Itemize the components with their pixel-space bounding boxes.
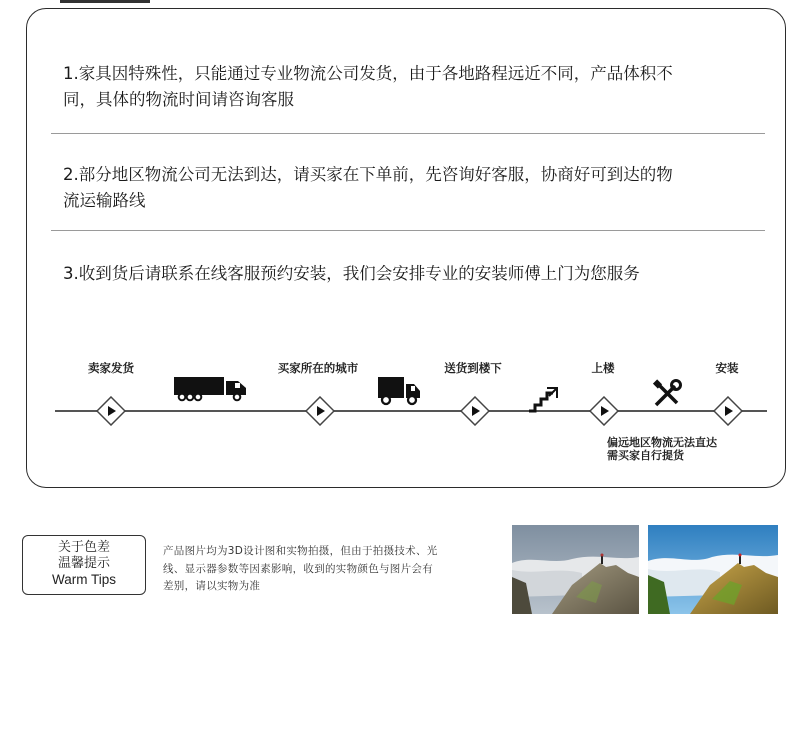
tips-line-2: 线、显示器参数等因素影响，收到的实物颜色与图片会有 — [163, 562, 433, 575]
note-1-line-2: 同，具体的物流时间请咨询客服 — [63, 90, 294, 109]
tips-line-1: 产品图片均为3D设计图和实物拍摄，但由于拍摄技术、光 — [163, 545, 438, 557]
badge-line-2: 温馨提示 — [57, 556, 110, 571]
note-2 — [63, 162, 753, 214]
separator — [51, 230, 765, 231]
note-2-line-2: 流运输路线 — [63, 191, 146, 210]
badge-line-3: Warm Tips — [52, 572, 116, 587]
stage-label-upstairs: 上楼 — [591, 361, 615, 375]
stage-label-buyer-city: 买家所在的城市 — [277, 361, 359, 375]
stage-node — [305, 396, 335, 426]
tips-line-3: 差别，请以实物为准 — [163, 580, 261, 592]
note-1 — [63, 61, 753, 113]
badge-line-1: 关于色差 — [57, 540, 110, 555]
shipping-info-card — [26, 8, 786, 488]
mountain-photo-saturated — [648, 525, 778, 614]
stage-node — [713, 396, 743, 426]
mountain-photo-natural — [512, 525, 639, 614]
color-difference-note — [163, 543, 505, 596]
separator — [51, 133, 765, 134]
van-icon — [378, 377, 422, 411]
delivery-flow: 卖家发货 买家所在的城市 送货到楼下 上楼 安装 偏远地区物流无法直达 需买家自行提货 — [27, 349, 787, 479]
stage-label-seller-ships: 卖家发货 — [88, 361, 134, 375]
top-decoration-line — [60, 0, 150, 3]
note-2-line-1: 2.部分地区物流公司无法到达，请买家在下单前，先咨询好客服，协商好可到达的物 — [63, 165, 673, 184]
truck-icon — [174, 375, 248, 407]
note-3 — [63, 261, 753, 287]
stage-label-install: 安装 — [715, 361, 739, 375]
warm-tips-badge — [22, 535, 146, 595]
stage-node — [96, 396, 126, 426]
note-1-line-1: 1.家具因特殊性，只能通过专业物流公司发货，由于各地路程远近不同，产品体积不 — [63, 64, 673, 83]
stage-node — [589, 396, 619, 426]
tools-icon — [651, 379, 683, 413]
stairs-icon — [527, 385, 561, 417]
stage-node — [460, 396, 490, 426]
note-3-line-1: 3.收到货后请联系在线客服预约安装，我们会安排专业的安装师傅上门为您服务 — [63, 264, 640, 283]
stage-label-downstairs: 送货到楼下 — [444, 361, 502, 375]
